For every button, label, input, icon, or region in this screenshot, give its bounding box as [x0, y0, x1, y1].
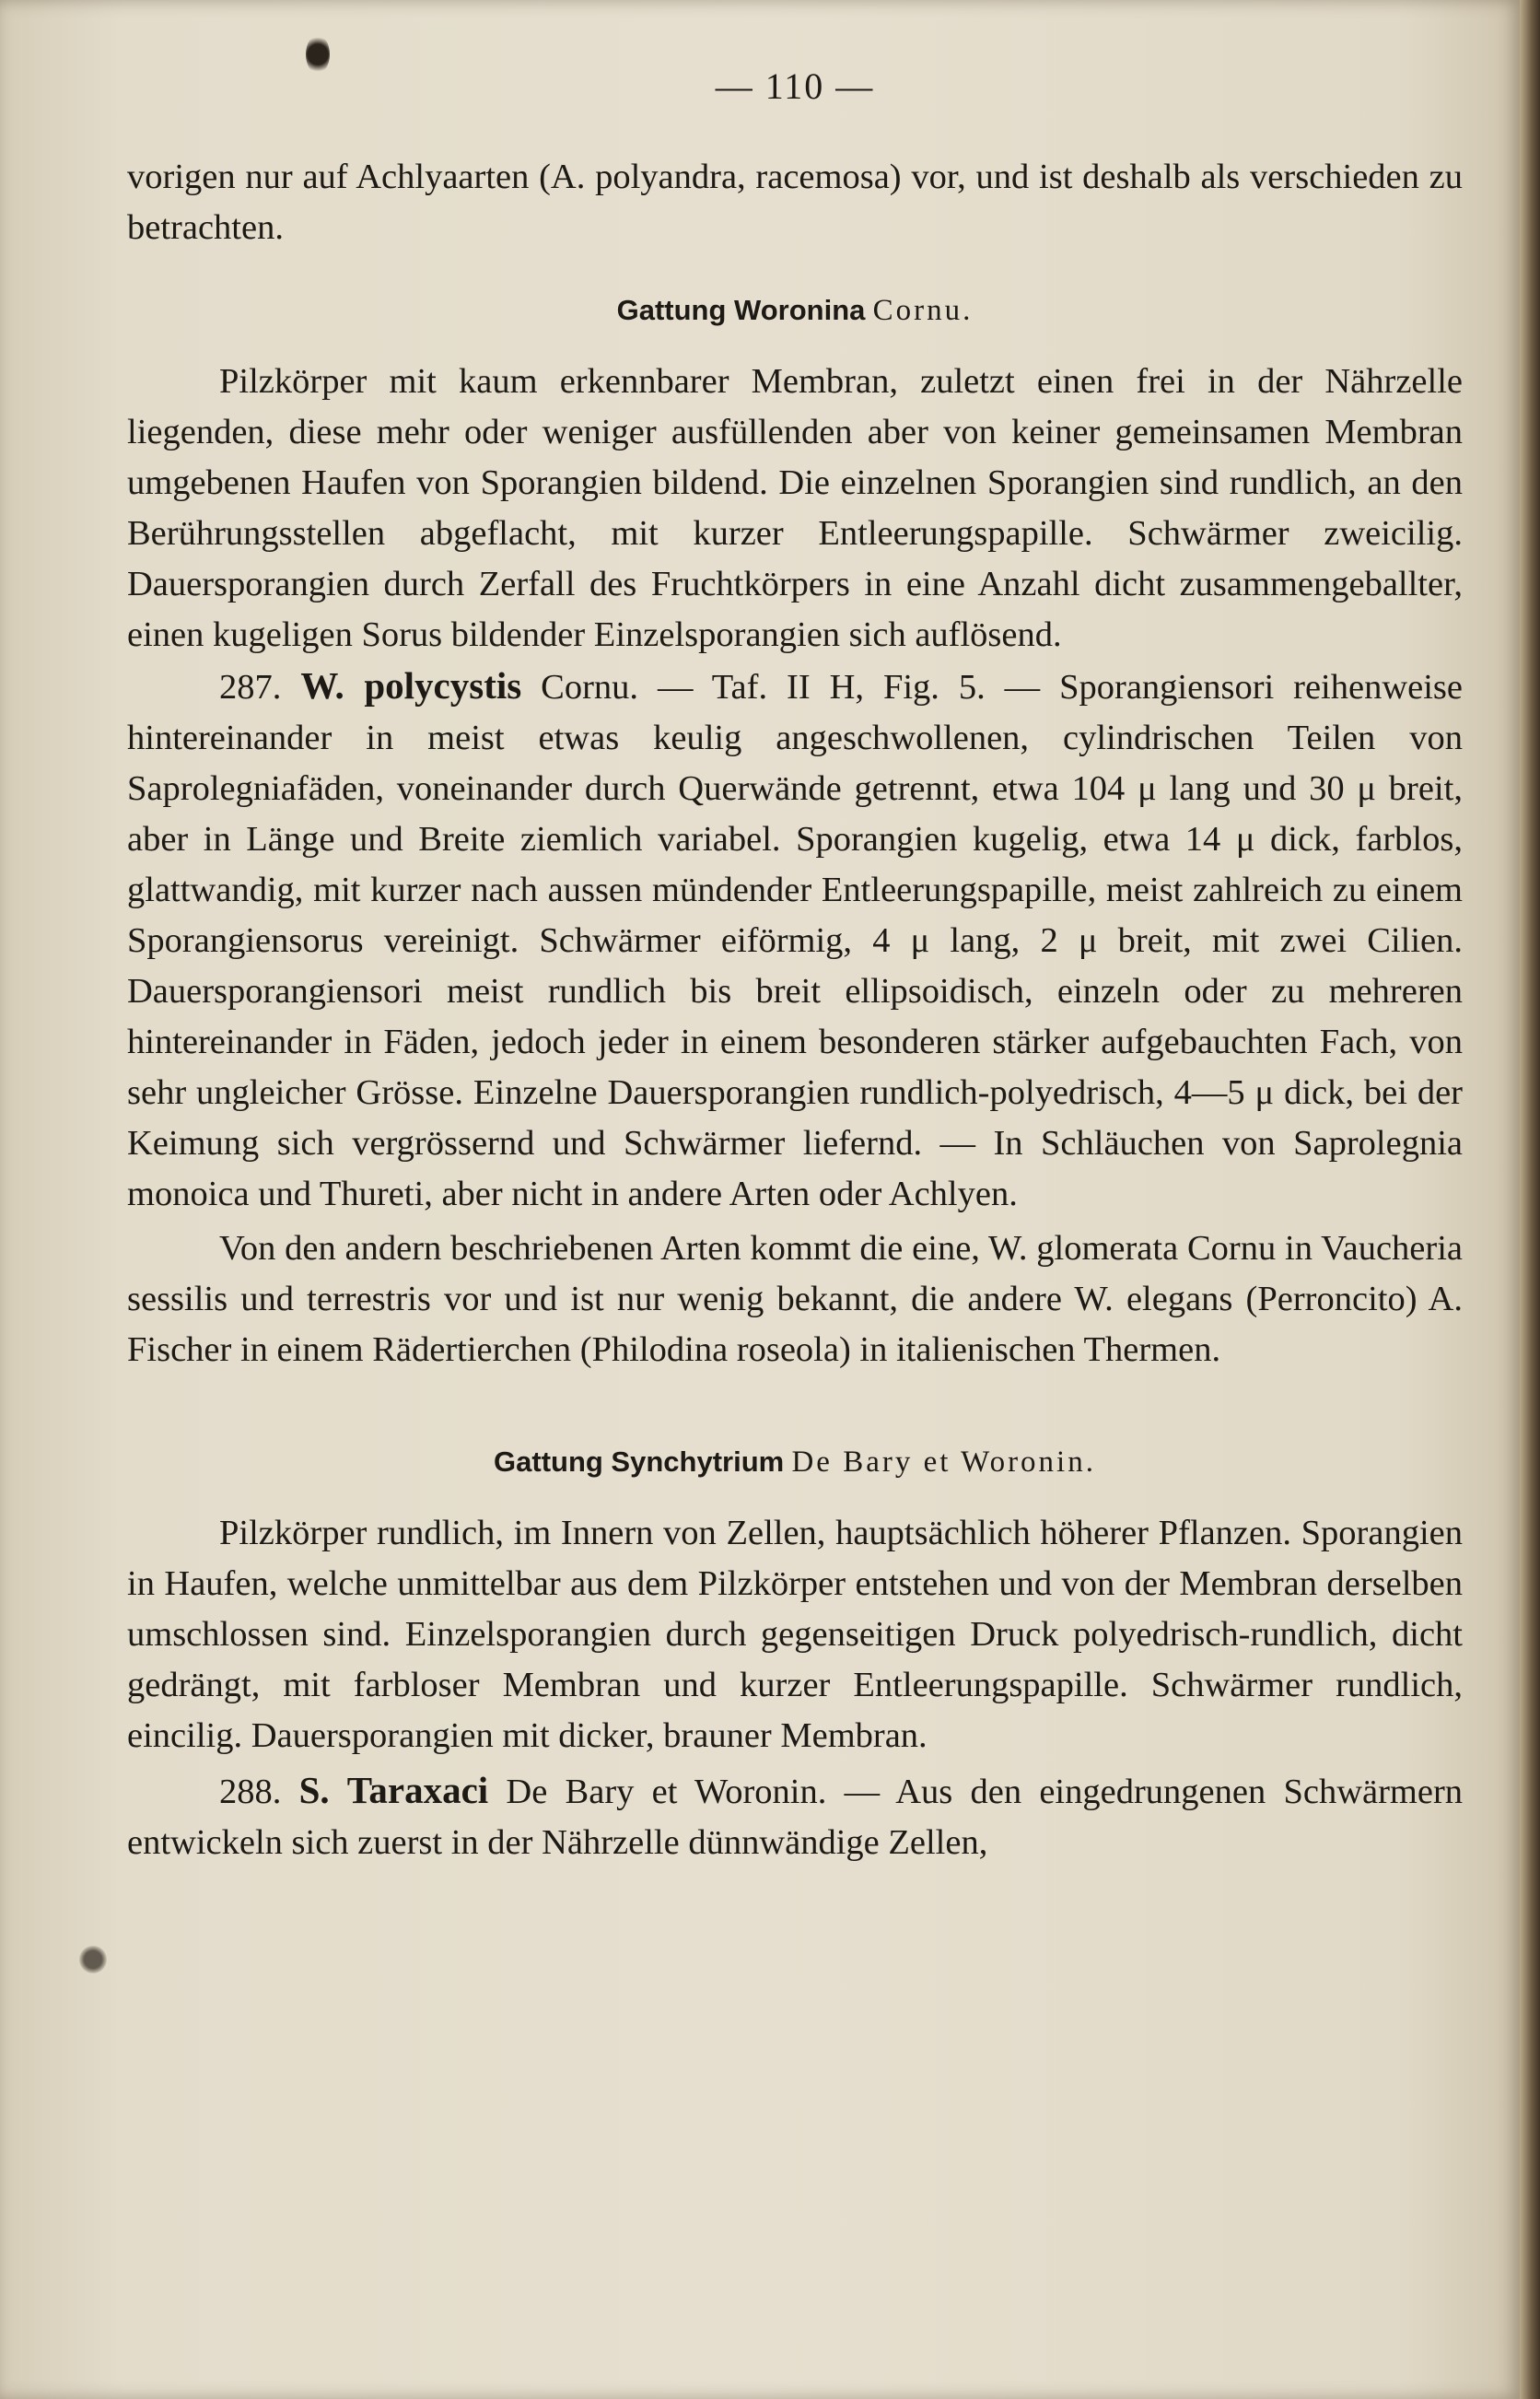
species-number: 288.	[219, 1773, 282, 1811]
species-name: W. polycystis	[300, 664, 522, 707]
species-288-entry	[127, 1765, 1463, 1868]
genus-heading-woronina	[127, 285, 1463, 336]
genus-author: Cornu.	[872, 294, 974, 327]
species-text: De Bary et Woronin. — Aus den eingedrungenen Schwärmern entwickeln sich zuerst in der Nährzelle dünnwändige Zellen,	[127, 1773, 1464, 1862]
genus-name: Gattung Synchytrium	[494, 1445, 785, 1478]
species-287-entry	[127, 661, 1463, 1220]
species-text: Cornu. — Taf. II H, Fig. 5. — Sporangiensori reihenweise hintereinander in meist etwas keulig angeschwollenen, cylindrischen Teilen von Saprolegniafäden, voneinander durch Querwände getrennt, etwa 104 μ lang und 30 μ breit, aber in Länge und Breite ziemlich variabel. Sporangien kugelig, etwa 14 μ dick, farblos, glattwandig, mit kurzer nach aussen mündender Entleerungspapille, meist zahlreich zu einem Sporangiensorus vereinigt. Schwärmer eiförmig, 4 μ lang, 2 μ breit, mit zwei Cilien. Dauersporangiensori meist rundlich bis breit ellipsoidisch, einzeln oder zu mehreren hintereinander in Fäden, jedoch jeder in einem besonderen stärker aufgebauchten Fach, von sehr ungleicher Grösse. Einzelne Dauersporangien rundlich-polyedrisch, 4—5 μ dick, bei der Keimung sich vergrössernd und Schwärmer liefernd. — In Schläuchen von Saprolegnia monoica und Thureti, aber nicht in andere Arten oder Achlyen.	[127, 668, 1463, 1213]
ink-blot-left	[79, 1946, 107, 1973]
page-edge-shadow	[1520, 0, 1540, 2399]
woronina-description: Pilzkörper mit kaum erkennbarer Membran, zuletzt einen frei in der Nährzelle liegenden, diese mehr oder weniger ausfüllenden aber von keiner gemeinsamen Membran umgebenen Haufen von Sporangien bildend. Die einzelnen Sporangien sind rundlich, an den Berührungsstellen abgeflacht, mit kurzer Entleerungspapille. Schwärmer zweicilig. Dauersporangien durch Zerfall des Fruchtkörpers in eine Anzahl dicht zusammengeballter, einen kugeligen Sorus bildender Einzelsporangien sich auflösend.	[127, 362, 1463, 654]
page-number: — 110 —	[715, 65, 875, 107]
species-name: S. Taraxaci	[298, 1769, 489, 1811]
other-species-paragraph: Von den andern beschriebenen Arten kommt die eine, W. glomerata Cornu in Vaucheria sessilis und terrestris vor und ist nur wenig bekannt, die andere W. elegans (Perroncito) A. Fischer in einem Rädertierchen (Philodina roseola) in italienischen Thermen.	[127, 1229, 1463, 1369]
genus-heading-synchytrium	[127, 1436, 1463, 1488]
species-number: 287.	[219, 668, 282, 707]
page-content	[127, 64, 1463, 1868]
genus-name: Gattung Woronina	[616, 294, 866, 326]
genus-author: De Bary et Woronin.	[791, 1445, 1096, 1479]
synchytrium-description: Pilzkörper rundlich, im Innern von Zellen, hauptsächlich höherer Pflanzen. Sporangien in Haufen, welche unmittelbar aus dem Pilzkörper entstehen und von der Membran derselben umschlossen sind. Einzelsporangien durch gegenseitigen Druck polyedrisch-rundlich, dicht gedrängt, mit farbloser Membran und kurzer Entleerungspapille. Schwärmer rundlich, eincilig. Dauersporangien mit dicker, brauner Membran.	[127, 1514, 1463, 1755]
intro-paragraph: vorigen nur auf Achlyaarten (A. polyandra, racemosa) vor, und ist deshalb als verschieden zu betrachten.	[127, 158, 1463, 247]
